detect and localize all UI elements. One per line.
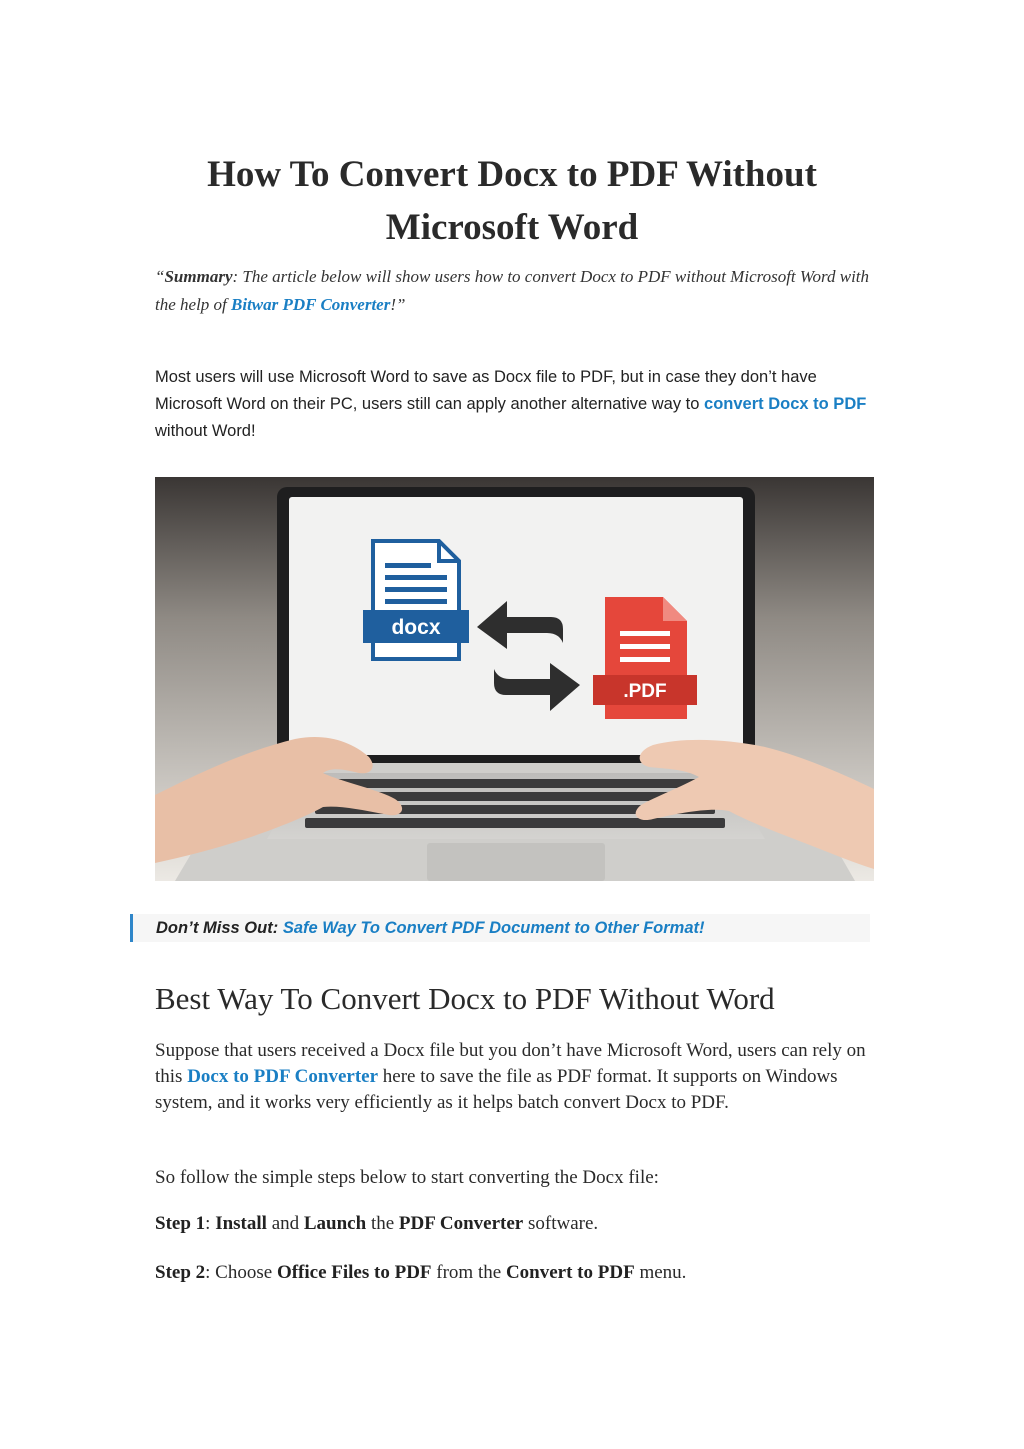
intro-paragraph	[155, 364, 877, 445]
step-1-label: Step 1	[155, 1213, 206, 1234]
step-2-label: Step 2	[155, 1262, 206, 1283]
docx-file-icon	[363, 541, 469, 659]
section-para-text-b: here to save the file as PDF format. It supports on Windows system, and it works very efficiently as it helps batch convert Docx to PDF.	[155, 1066, 838, 1113]
summary-label: Summary	[164, 267, 233, 286]
step-2-office-files: Office Files to PDF	[276, 1262, 432, 1283]
callout-label: Don’t Miss Out	[156, 919, 273, 937]
step-1-pdf-converter: PDF Converter	[398, 1213, 524, 1234]
callout-accent-bar	[130, 914, 133, 942]
step-2-sep: : Choose	[205, 1262, 277, 1283]
section-heading: Best Way To Convert Docx to PDF Without Word	[155, 981, 775, 1016]
summary-paragraph	[155, 263, 877, 319]
step-2-convert-menu: Convert to PDF	[505, 1262, 635, 1283]
section-para-text-a: Suppose that users received a Docx file but you don’t have Microsoft Word, users can rely on this	[155, 1040, 866, 1087]
docx-to-pdf-converter-link[interactable]: Docx to PDF Converter	[187, 1066, 379, 1087]
article-title: How To Convert Docx to PDF Without Microsoft Word	[207, 154, 817, 248]
step-1-sep: :	[205, 1213, 216, 1234]
hero-image	[155, 477, 874, 881]
intro-tail: without Word!	[155, 422, 256, 440]
step-2-text-2: menu.	[634, 1262, 687, 1283]
step-1-text-2: the	[366, 1213, 399, 1234]
pdf-label: .PDF	[623, 681, 667, 702]
intro-text: Most users will use Microsoft Word to save as Docx file to PDF, but in case they don’t have Microsoft Word on their PC, users still can apply another alternative way to	[155, 368, 817, 413]
convert-docx-to-pdf-link[interactable]: convert Docx to PDF	[704, 395, 867, 413]
summary-open-quote: “	[155, 267, 165, 286]
step-1	[155, 1211, 877, 1237]
step-2	[155, 1260, 877, 1286]
callout-text	[156, 914, 705, 942]
safe-way-convert-link[interactable]: Safe Way To Convert PDF Document to Other Format!	[282, 919, 705, 937]
summary-text: : The article below will show users how to convert Docx to PDF without Microsoft Word with the help of	[155, 267, 870, 314]
step-1-text-1: and	[266, 1213, 304, 1234]
step-1-install: Install	[215, 1213, 267, 1234]
step-2-text-1: from the	[431, 1262, 506, 1283]
bitwar-pdf-converter-link[interactable]: Bitwar PDF Converter	[231, 295, 391, 314]
follow-steps-paragraph: So follow the simple steps below to start converting the Docx file:	[155, 1167, 659, 1188]
step-1-launch: Launch	[303, 1213, 367, 1234]
callout-sep: :	[272, 919, 283, 937]
section-paragraph	[155, 1038, 877, 1116]
docx-label: docx	[391, 616, 441, 639]
step-1-text-3: software.	[523, 1213, 599, 1234]
summary-close: !”	[390, 295, 406, 314]
